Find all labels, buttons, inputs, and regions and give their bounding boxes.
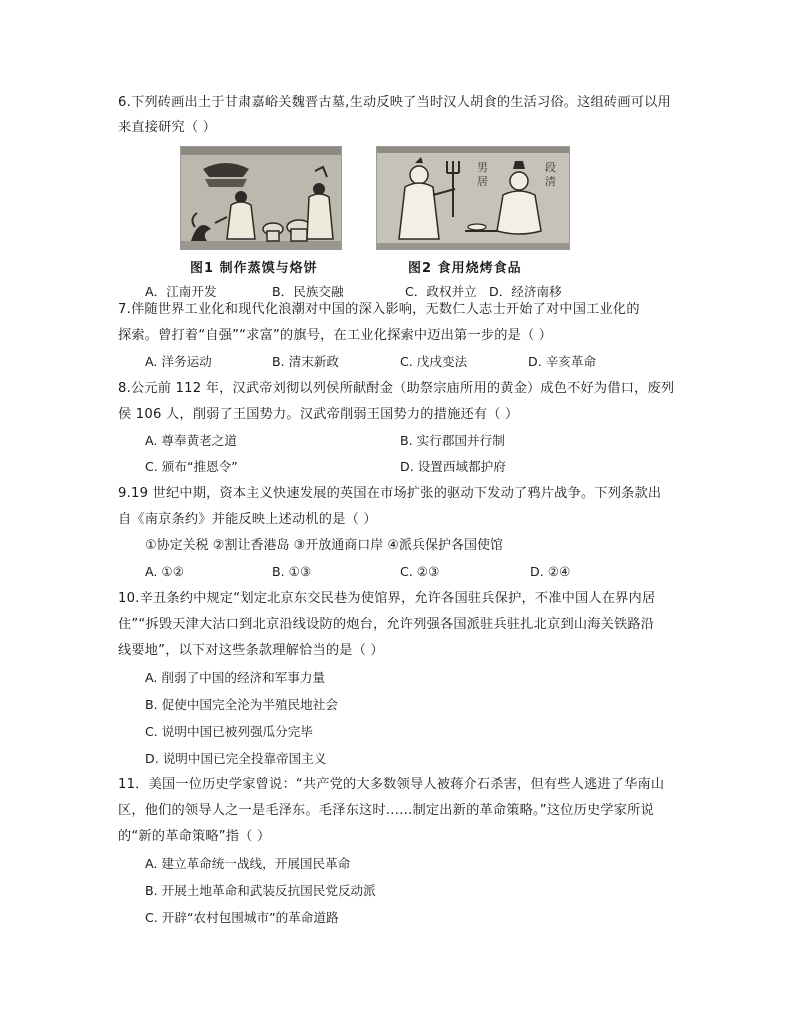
q10-option-b[interactable]: B. 促使中国完全沦为半殖民地社会 xyxy=(145,697,338,712)
q8-option-c[interactable]: C. 颁布“推恩令” xyxy=(145,459,238,474)
q7-option-b[interactable]: B. 清末新政 xyxy=(272,354,340,369)
q8-option-b[interactable]: B. 实行郡国并行制 xyxy=(400,433,505,448)
figure-1-caption: 图1 制作蒸馍与烙饼 xyxy=(190,261,318,276)
q10-stem-line-1: 10.辛丑条约中规定“划定北京东交民巷为使馆界，允许各国驻兵保护，不准中国人在界内居 xyxy=(118,591,656,606)
figure-2-brick-painting xyxy=(376,146,570,250)
q6-option-a[interactable]: A．江南开发 xyxy=(145,284,217,299)
svg-text:居: 居 xyxy=(477,175,488,188)
q9-stem-line-2: 自《南京条约》并能反映上述动机的是（ ） xyxy=(118,512,377,527)
figure-2-image xyxy=(377,147,569,249)
q11-option-c[interactable]: C. 开辟“农村包围城市”的革命道路 xyxy=(145,910,339,925)
q10-option-d[interactable]: D. 说明中国已完全投靠帝国主义 xyxy=(145,751,327,766)
q10-stem-line-2: 住”“拆毁天津大沽口到北京沿线设防的炮台，允许列强各国派驻兵驻扎北京到山海关铁路沿 xyxy=(118,617,655,632)
q6-option-b[interactable]: B．民族交融 xyxy=(272,284,344,299)
q10-option-a[interactable]: A. 削弱了中国的经济和军事力量 xyxy=(145,670,326,685)
q7-option-a[interactable]: A. 洋务运动 xyxy=(145,354,212,369)
q9-option-b[interactable]: B. ①③ xyxy=(272,564,312,579)
q10-option-c[interactable]: C. 说明中国已被列强瓜分完毕 xyxy=(145,724,313,739)
q10-stem-line-3: 线要地”，以下对这些条款理解恰当的是（ ） xyxy=(118,643,384,658)
q11-stem-line-2: 区，他们的领导人之一是毛泽东。毛泽东这时……制定出新的革命策略。”这位历史学家所说 xyxy=(118,803,654,818)
svg-text:段: 段 xyxy=(545,161,556,174)
q8-option-a[interactable]: A. 尊奉黄老之道 xyxy=(145,433,237,448)
q9-numbered-items: ①协定关税 ②割让香港岛 ③开放通商口岸 ④派兵保护各国使馆 xyxy=(145,538,504,553)
q9-option-a[interactable]: A. ①② xyxy=(145,564,184,579)
q6-option-d[interactable]: D．经济南移 xyxy=(489,284,562,299)
q8-stem-line-1: 8.公元前 112 年，汉武帝刘彻以列侯所献酎金（助祭宗庙所用的黄金）成色不好为借口，废列 xyxy=(118,381,675,396)
svg-text:清: 清 xyxy=(545,175,556,188)
figure-2-caption: 图2 食用烧烤食品 xyxy=(408,261,522,276)
q7-stem-line-1: 7.伴随世界工业化和现代化浪潮对中国的深入影响，无数仁人志士开始了对中国工业化的 xyxy=(118,302,640,317)
q7-option-d[interactable]: D. 辛亥革命 xyxy=(528,354,597,369)
q11-stem-line-1: 11．美国一位历史学家曾说：“共产党的大多数领导人被蒋介石杀害，但有些人逃进了华南山 xyxy=(118,777,665,792)
q8-stem-line-2: 侯 106 人，削弱了王国势力。汉武帝削弱王国势力的措施还有（ ） xyxy=(118,407,519,422)
q11-option-b[interactable]: B. 开展土地革命和武装反抗国民党反动派 xyxy=(145,883,376,898)
q11-stem-line-3: 的“新的革命策略”指（ ） xyxy=(118,829,271,844)
q8-option-d[interactable]: D. 设置西域都护府 xyxy=(400,459,506,474)
q9-option-c[interactable]: C. ②③ xyxy=(400,564,440,579)
q6-stem-line-2: 来直接研究（ ） xyxy=(118,120,217,135)
q9-stem-line-1: 9.19 世纪中期，资本主义快速发展的英国在市场扩张的驱动下发动了鸦片战争。下列条款出 xyxy=(118,486,662,501)
q6-stem-line-1: 6.下列砖画出土于甘肃嘉峪关魏晋古墓,生动反映了当时汉人胡食的生活习俗。这组砖画可以用 xyxy=(118,95,671,110)
q9-option-d[interactable]: D. ②④ xyxy=(530,564,571,579)
figure-1-image xyxy=(181,147,341,249)
q7-option-c[interactable]: C. 戊戌变法 xyxy=(400,354,468,369)
q11-option-a[interactable]: A. 建立革命统一战线，开展国民革命 xyxy=(145,856,351,871)
svg-text:男: 男 xyxy=(477,161,488,174)
q6-option-c[interactable]: C．政权并立 xyxy=(405,284,477,299)
figure-1-brick-painting xyxy=(180,146,342,250)
q7-stem-line-2: 探索。曾打着“自强”“求富”的旗号，在工业化探索中迈出第一步的是（ ） xyxy=(118,328,553,343)
